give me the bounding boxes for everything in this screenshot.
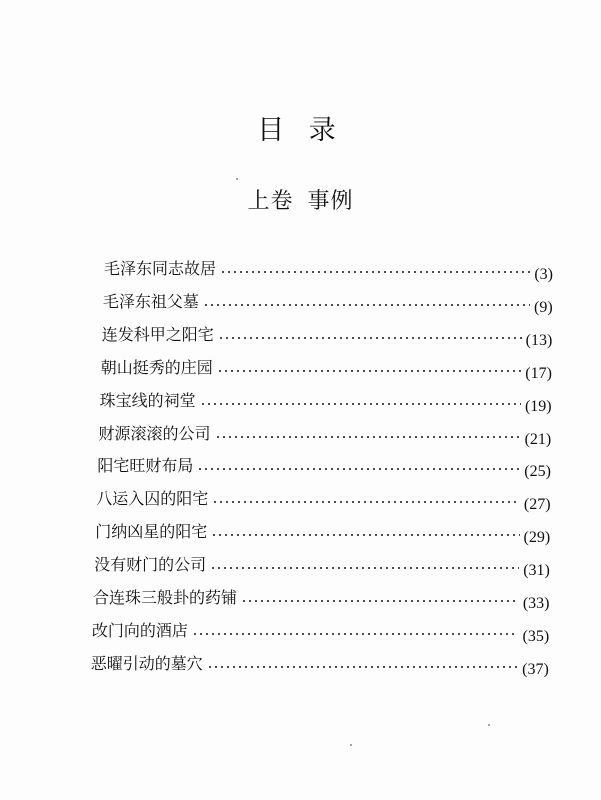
scan-speck <box>350 744 352 746</box>
dot-leader <box>215 435 521 439</box>
toc-entry-title: 改门向的酒店 <box>91 620 188 640</box>
toc-entry-title: 财源滚滚的公司 <box>98 423 211 443</box>
toc-entry-page: (25) <box>524 463 551 481</box>
toc-entry-page: (13) <box>525 331 553 349</box>
toc-entry-page: (19) <box>524 397 552 415</box>
dot-leader <box>218 336 522 340</box>
toc-entry <box>90 648 549 678</box>
toc-entry-title: 没有财门的公司 <box>94 555 207 575</box>
toc-entry-title: 八运入囚的阳宅 <box>96 489 209 509</box>
toc-entry <box>97 450 551 481</box>
toc-entry <box>93 582 550 612</box>
dot-leader <box>220 270 530 274</box>
toc-entry <box>100 352 552 382</box>
toc-entry-page: (27) <box>523 496 551 514</box>
toc-entry-title: 连发科甲之阳宅 <box>101 324 214 344</box>
toc-entry-page: (9) <box>533 298 553 316</box>
dot-leader <box>203 303 530 307</box>
toc-entry <box>104 253 553 283</box>
dot-leader <box>210 566 519 570</box>
section-prefix: 上卷 <box>247 189 294 214</box>
dot-leader <box>197 467 520 471</box>
toc-entry <box>99 385 552 415</box>
toc-entry-page: (17) <box>525 364 552 382</box>
toc-entry-title: 朝山挺秀的庄园 <box>100 357 213 377</box>
toc-entry-page: (33) <box>522 595 550 612</box>
dot-leader <box>217 369 522 373</box>
toc-entry-page: (3) <box>534 266 553 283</box>
toc-entry <box>91 615 550 645</box>
toc-entry <box>96 483 551 514</box>
toc-entry-page: (31) <box>523 562 550 580</box>
toc-entry-page: (21) <box>524 430 552 448</box>
toc-entry-title: 阳宅旺财布局 <box>97 456 194 476</box>
dot-leader <box>192 632 519 636</box>
scan-speck <box>236 178 238 180</box>
toc-entry <box>94 549 550 580</box>
toc-entry-page: (29) <box>523 529 551 547</box>
scan-speck <box>488 724 490 726</box>
toc-entry-title: 珠宝线的祠堂 <box>99 390 196 410</box>
dot-leader <box>200 402 521 406</box>
dot-leader <box>241 599 519 603</box>
dot-leader <box>207 665 518 669</box>
toc-entry-page: (35) <box>522 627 550 645</box>
toc-entry <box>95 516 551 547</box>
section-name: 事例 <box>307 189 354 214</box>
toc-entry-page: (37) <box>522 660 549 678</box>
toc-entry <box>98 418 552 448</box>
toc-entry <box>101 319 553 349</box>
toc-entry-title: 毛泽东祖父墓 <box>102 291 199 311</box>
toc-entry <box>102 286 553 316</box>
dot-leader <box>212 500 520 504</box>
page-title: 目 录 <box>257 115 344 146</box>
toc-entry-title: 恶曜引动的墓穴 <box>90 653 203 673</box>
toc-entry-title: 门纳凶星的阳宅 <box>95 522 208 542</box>
toc-entry-title: 毛泽东同志故居 <box>104 259 217 278</box>
dot-leader <box>211 533 519 537</box>
toc-entry-title: 合连珠三般卦的药铺 <box>93 588 238 607</box>
